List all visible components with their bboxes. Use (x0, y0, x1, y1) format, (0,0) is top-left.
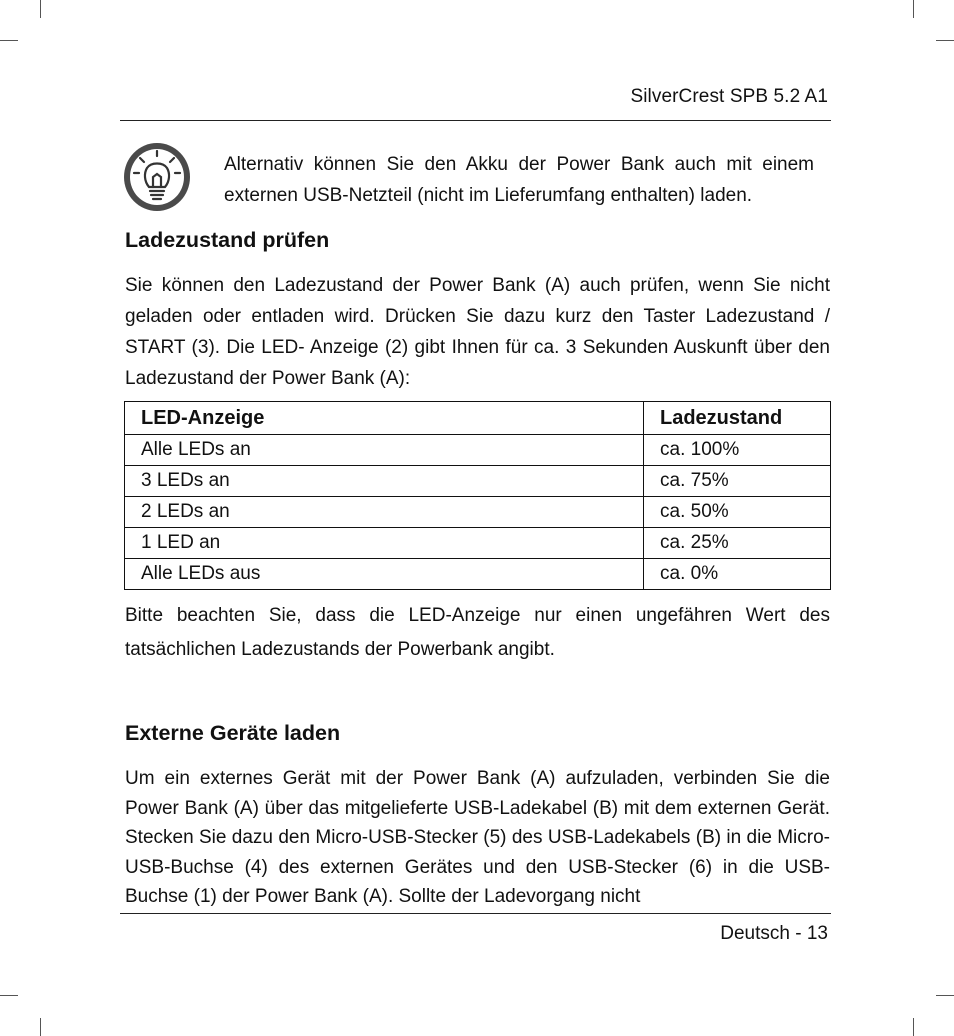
section-heading-externe-geraete: Externe Geräte laden (125, 721, 341, 745)
table-cell: Alle LEDs aus (125, 559, 644, 590)
table-row (125, 528, 831, 559)
table-cell: ca. 25% (644, 528, 831, 559)
column-header-ladezustand: Ladezustand (644, 402, 831, 435)
led-status-table (124, 401, 831, 590)
table-cell: 1 LED an (125, 528, 644, 559)
ladezustand-intro: Sie können den Ladezustand der Power Bank (A) auch prüfen, wenn Sie nicht geladen oder entladen wird. Drücken Sie dazu kurz den Taster Ladezustand / START (3). Die LED- Anzeige (2) gibt Ihnen für ca. 3 Sekunden Auskunft über den Ladezustand der Power Bank (A): (125, 275, 830, 389)
table-cell: ca. 0% (644, 559, 831, 590)
table-cell: 2 LEDs an (125, 497, 644, 528)
lightbulb-icon (122, 141, 192, 213)
crop-mark (936, 995, 954, 996)
table-cell: ca. 100% (644, 435, 831, 466)
crop-mark (0, 40, 18, 41)
table-row (125, 497, 831, 528)
table-cell: Alle LEDs an (125, 435, 644, 466)
column-header-led: LED-Anzeige (125, 402, 644, 435)
crop-mark (0, 995, 18, 996)
tip-text: Alternativ können Sie den Akku der Power Bank auch mit einem externen USB-Netzteil (nicht im Lieferumfang enthalten) laden. (224, 154, 814, 206)
table-cell: 3 LEDs an (125, 466, 644, 497)
table-row (125, 559, 831, 590)
crop-mark (936, 40, 954, 41)
header-rule (120, 120, 831, 121)
crop-mark (40, 1018, 41, 1036)
footer-rule (120, 913, 831, 914)
led-note: Bitte beachten Sie, dass die LED-Anzeige nur einen ungefähren Wert des tatsächlichen Ladezustands der Powerbank angibt. (125, 605, 830, 660)
externe-geraete-body: Um ein externes Gerät mit der Power Bank (A) aufzuladen, verbinden Sie die Power Bank (A) über das mitgelieferte USB-Ladekabel (B) mit dem externen Gerät. Stecken Sie dazu den Micro-USB-Stecker (5) des USB-Ladekabels (B) in die Micro-USB-Buchse (4) des externen Gerätes und den USB-Stecker (6) in die USB-Buchse (1) der Power Bank (A). Sollte der Ladevorgang nicht (125, 768, 830, 907)
crop-mark (913, 0, 914, 18)
table-row (125, 435, 831, 466)
table-header-row (125, 402, 831, 435)
crop-mark (40, 0, 41, 18)
page-header-title: SilverCrest SPB 5.2 A1 (630, 86, 828, 107)
page-number: Deutsch - 13 (720, 923, 828, 944)
table-row (125, 466, 831, 497)
table-cell: ca. 50% (644, 497, 831, 528)
table-cell: ca. 75% (644, 466, 831, 497)
section-heading-ladezustand: Ladezustand prüfen (125, 228, 330, 252)
crop-mark (913, 1018, 914, 1036)
